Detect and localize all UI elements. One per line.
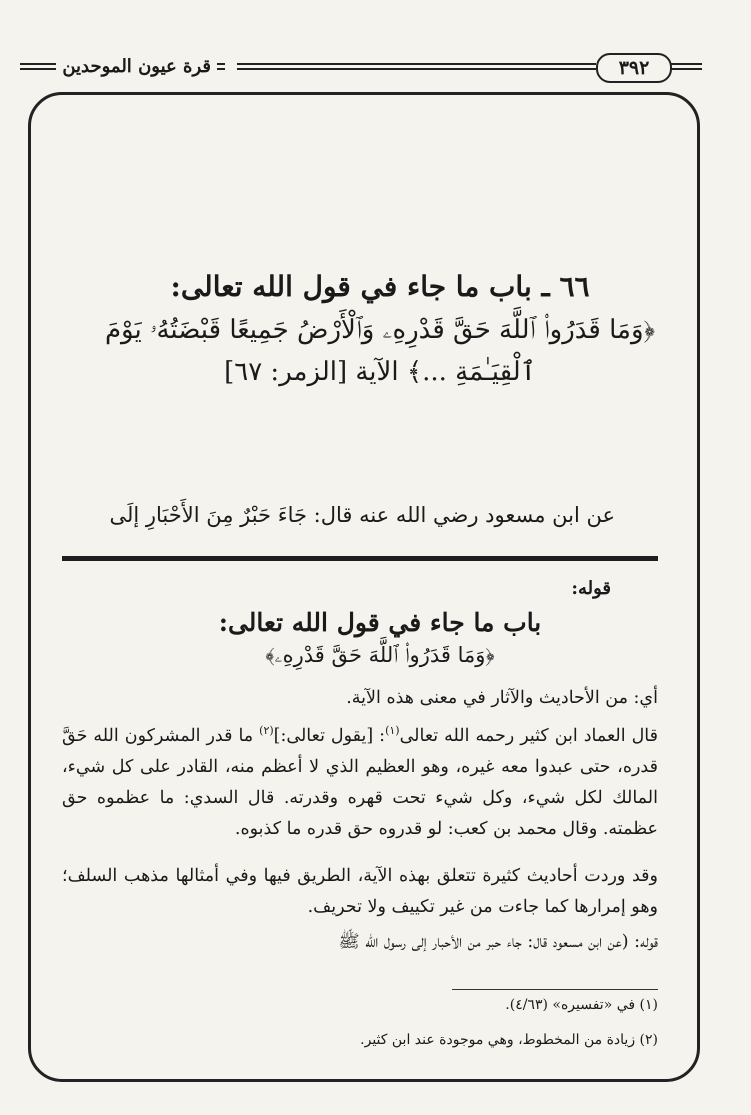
footnote-2: (٢) زيادة من المخطوط، وهي موجودة عند ابن كثير. xyxy=(360,1032,658,1048)
footnote-rule xyxy=(452,989,658,990)
footnote-ref-1: (١) xyxy=(385,724,400,737)
paragraph-2-part-b: : [يقول تعالى:] xyxy=(273,725,386,746)
section-separator xyxy=(62,556,658,561)
commentary-label: قوله: xyxy=(571,578,611,599)
header-rule-right xyxy=(668,63,702,70)
footnote-1: (١) في «تفسيره» (٤/٦٣). xyxy=(505,997,658,1013)
header-rule-middle xyxy=(237,63,596,70)
book-title: قرة عيون الموحدين xyxy=(56,56,217,77)
paragraph-2 xyxy=(62,715,658,845)
chapter-verse-line-2: ٱلْقِيَـٰمَةِ ...﴾ الآية [الزمر: ٦٧] xyxy=(224,357,536,387)
chapter-title: ٦٦ ـ باب ما جاء في قول الله تعالى: xyxy=(170,270,590,303)
paragraph-2-part-c: ما قدر المشركون الله حَقَّ قدره، حتى عبدوا معه غيره، وهو العظيم الذي لا أعظم منه، القادر على كل شيء، المالك لكل شيء، وكل شيء تحت قهره وقدرته. قال السدي: ما عظموه حق عظمته. وقال محمد بن كعب: لو قدروه حق قدره ما كذبوه. xyxy=(62,725,658,839)
running-header xyxy=(14,50,704,86)
paragraph-3: وقد وردت أحاديث كثيرة تتعلق بهذه الآية، الطريق فيها وفي أمثالها مذهب السلف؛ وهو إمرارها كما جاءت من غير تكييف ولا تحريف. xyxy=(62,866,658,917)
page-number: ٣٩٢ xyxy=(596,53,672,83)
hadith-opening: عن ابن مسعود رضي الله عنه قال: جَاءَ حَبْرٌ مِنَ الأَحْبَارِ إلَى xyxy=(109,503,615,527)
chapter-verse-line-1: ﴿وَمَا قَدَرُوا۟ ٱللَّهَ حَقَّ قَدْرِهِۦ وَٱلْأَرْضُ جَمِيعًا قَبْضَتُهُۥ يَوْمَ xyxy=(104,315,656,345)
footnote-ref-2: (٢) xyxy=(259,724,274,737)
paragraph-4: قوله: (عن ابن مسعود قال: جاء حبر من الأحبار إلى رسول الله ﷺ xyxy=(338,932,658,952)
paragraph-1: أي: من الأحاديث والآثار في معنى هذه الآية. xyxy=(346,688,658,708)
commentary-subtitle: باب ما جاء في قول الله تعالى: xyxy=(218,608,542,637)
paragraph-2-part-a: قال العماد ابن كثير رحمه الله تعالى xyxy=(399,725,658,746)
commentary-verse: ﴿وَمَا قَدَرُوا۟ ٱللَّهَ حَقَّ قَدْرِهِۦ﴾ xyxy=(265,643,495,667)
